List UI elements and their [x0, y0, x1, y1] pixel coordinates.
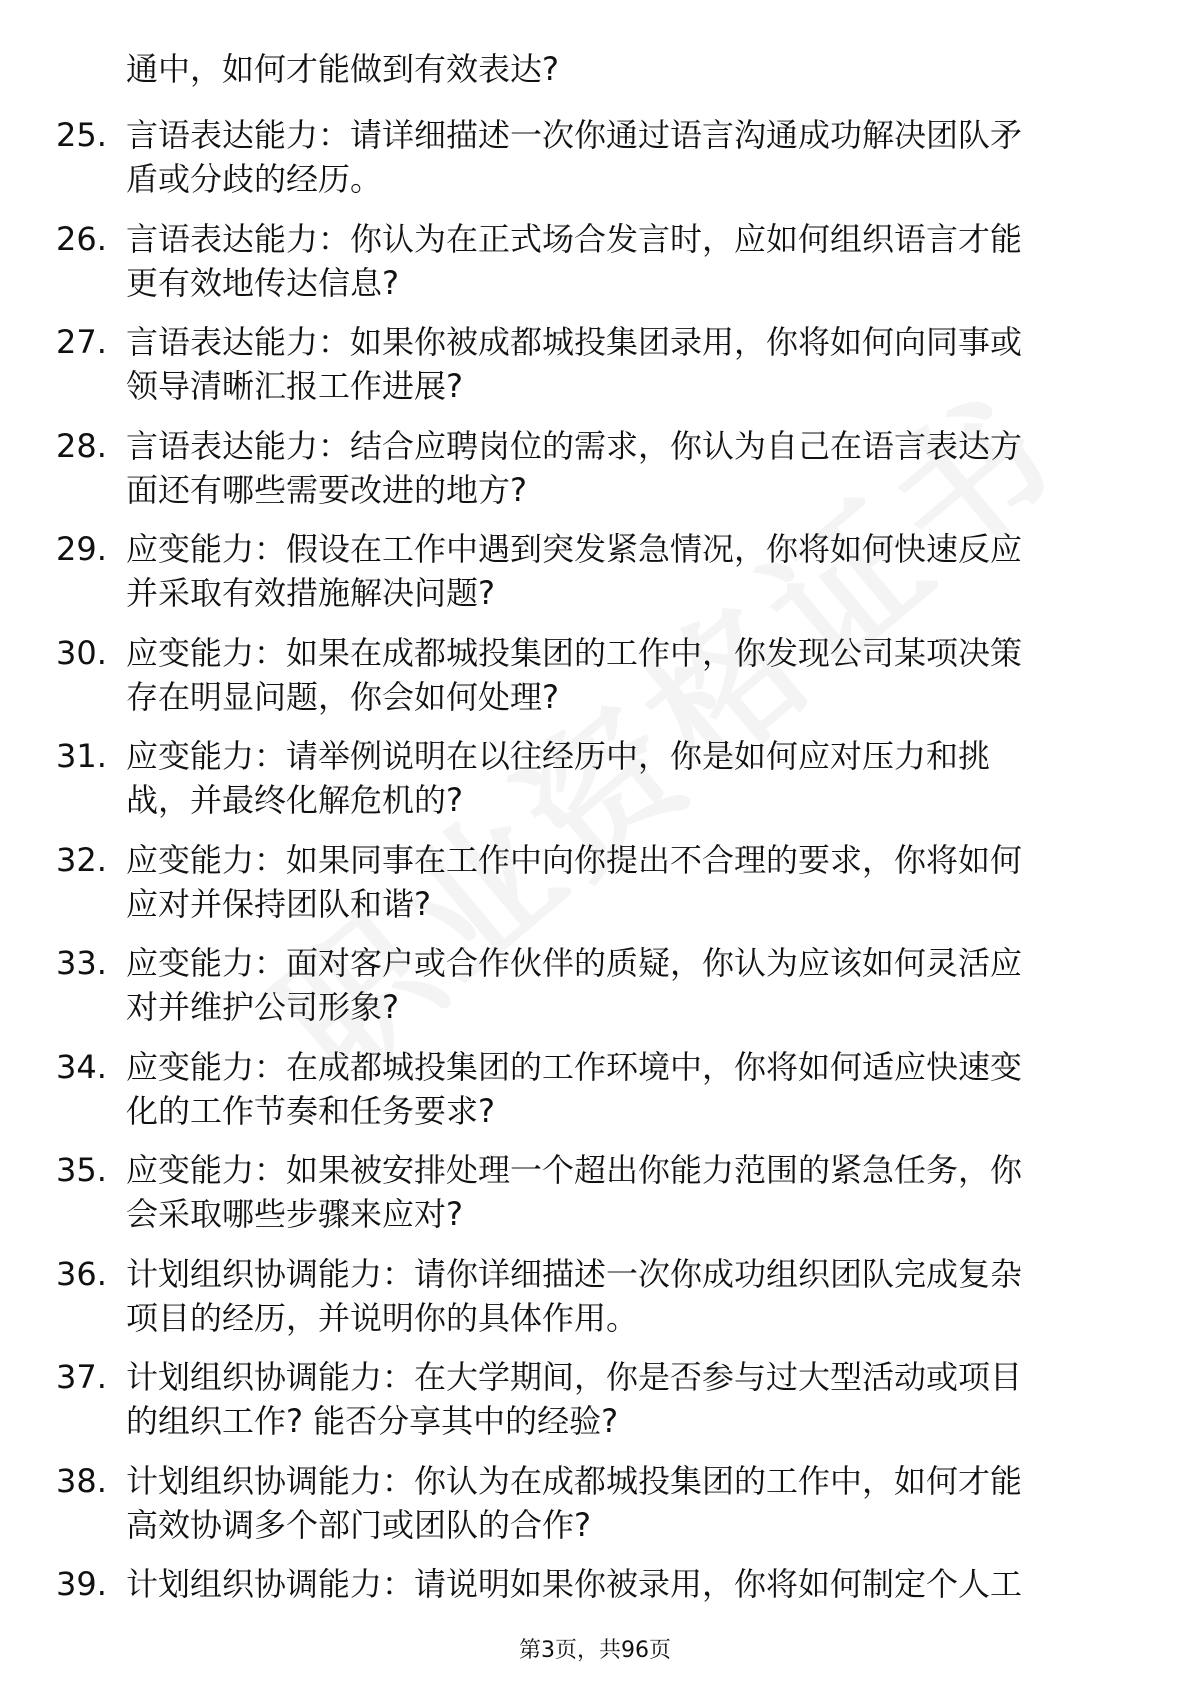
- question-text-line-1: 言语表达能力：你认为在正式场合发言时，应如何组织语言才能: [126, 219, 1023, 258]
- list-item: [0, 837, 1190, 941]
- question-text-line-1: 应变能力：如果在成都城投集团的工作中，你发现公司某项决策: [126, 633, 1023, 672]
- question-text-line-1: 计划组织协调能力：请你详细描述一次你成功组织团队完成复杂: [126, 1254, 1023, 1293]
- question-text-line-1: 应变能力：如果同事在工作中向你提出不合理的要求，你将如何: [126, 840, 1023, 879]
- page-footer: 第3页，共96页: [519, 1638, 671, 1663]
- question-text-line-2: 对并维护公司形象?: [126, 988, 399, 1026]
- question-text-line-2: 盾或分歧的经历。: [126, 160, 383, 198]
- question-text-line-2: 面还有哪些需要改进的地方?: [126, 470, 527, 509]
- list-item: [0, 216, 1190, 320]
- question-number: 39.: [56, 1565, 107, 1603]
- question-text-line-1: 应变能力：假设在工作中遇到突发紧急情况，你将如何快速反应: [126, 530, 1023, 568]
- question-text-line-2: 战，并最终化解危机的?: [126, 781, 463, 819]
- continuation-line: 通中，如何才能做到有效表达?: [126, 50, 559, 88]
- list-item: [0, 319, 1190, 423]
- question-text-line-1: 应变能力：面对客户或合作伙伴的质疑，你认为应该如何灵活应: [126, 944, 1023, 982]
- question-number: 27.: [56, 323, 107, 361]
- list-item: [0, 940, 1190, 1044]
- question-number: 38.: [56, 1461, 107, 1500]
- list-item: [0, 423, 1190, 527]
- list-item: [0, 526, 1190, 630]
- question-number: 35.: [56, 1151, 107, 1189]
- list-item: [0, 1044, 1190, 1148]
- question-text-line-1: 应变能力：请举例说明在以往经历中，你是如何应对压力和挑: [126, 737, 991, 775]
- question-number: 33.: [56, 944, 107, 982]
- list-item: [0, 630, 1190, 734]
- question-number: 26.: [56, 219, 107, 258]
- question-text-line-2: 项目的经历，并说明你的具体作用。: [126, 1298, 639, 1337]
- question-number: 28.: [56, 426, 107, 465]
- question-number: 31.: [56, 737, 107, 775]
- question-text-line-2: 更有效地传达信息?: [126, 263, 399, 302]
- question-text-line-2: 应对并保持团队和谐?: [126, 884, 431, 923]
- question-text-line-1: 言语表达能力：结合应聘岗位的需求，你认为自己在语言表达方: [126, 426, 1023, 465]
- list-item: [0, 1354, 1190, 1458]
- question-text-line-1: 言语表达能力：请详细描述一次你通过语言沟通成功解决团队矛: [126, 116, 1023, 154]
- question-number: 25.: [56, 116, 107, 154]
- list-item: [0, 1251, 1190, 1355]
- question-text-line-2: 的组织工作? 能否分享其中的经验?: [126, 1402, 619, 1440]
- question-text-line-2: 化的工作节奏和任务要求?: [126, 1091, 495, 1130]
- list-item: [0, 112, 1190, 216]
- list-item: [0, 1147, 1190, 1251]
- question-text-line-1: 应变能力：在成都城投集团的工作环境中，你将如何适应快速变: [126, 1047, 1023, 1086]
- question-text-line-2: 存在明显问题，你会如何处理?: [126, 677, 559, 716]
- question-text-line-1: 计划组织协调能力：在大学期间，你是否参与过大型活动或项目: [126, 1358, 1023, 1396]
- list-item: [0, 733, 1190, 837]
- question-text-line-1: 言语表达能力：如果你被成都城投集团录用，你将如何向同事或: [126, 323, 1023, 361]
- question-number: 29.: [56, 530, 107, 568]
- question-text-line-1: 应变能力：如果被安排处理一个超出你能力范围的紧急任务，你: [126, 1151, 1023, 1189]
- question-number: 37.: [56, 1358, 107, 1396]
- question-number: 30.: [56, 633, 107, 672]
- question-text-line-2: 并采取有效措施解决问题?: [126, 574, 495, 612]
- question-number: 34.: [56, 1047, 107, 1086]
- question-list: [0, 112, 1190, 1665]
- question-number: 32.: [56, 840, 107, 879]
- question-text-line-2: 领导清晰汇报工作进展?: [126, 367, 463, 405]
- question-text-line-1: 计划组织协调能力：请说明如果你被录用，你将如何制定个人工: [126, 1565, 1023, 1603]
- list-item: [0, 1458, 1190, 1562]
- question-text-line-2: 高效协调多个部门或团队的合作?: [126, 1505, 591, 1544]
- question-number: 36.: [56, 1254, 107, 1293]
- question-text-line-1: 计划组织协调能力：你认为在成都城投集团的工作中，如何才能: [126, 1461, 1023, 1500]
- question-text-line-2: 会采取哪些步骤来应对?: [126, 1195, 463, 1233]
